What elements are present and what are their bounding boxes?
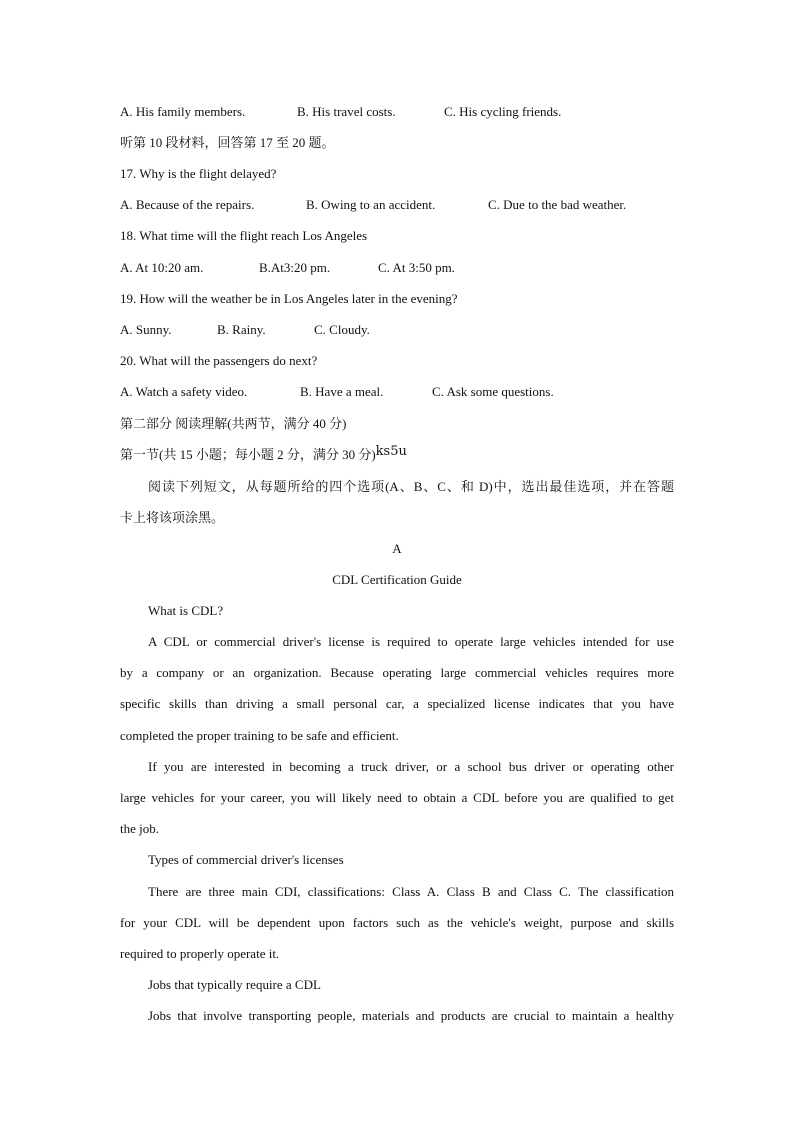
paragraph-line: completed the proper training to be safe and efficient. [120,728,399,743]
passage-title: CDL Certification Guide [332,572,462,587]
q17-option-b[interactable]: B. Owing to an accident. [306,197,436,212]
q20-option-b[interactable]: B. Have a meal. [300,384,384,399]
paragraph-line: A CDL or commercial driver's license is required to operate large vehicles intended for use [148,634,674,649]
q18-option-c[interactable]: C. At 3:50 pm. [378,260,455,275]
watermark-text: ks5u [375,444,407,459]
section-heading [120,444,407,464]
part-heading: 第二部分 阅读理解(共两节，满分 40 分) [120,416,347,431]
section-instruction: 听第 10 段材料，回答第 17 至 20 题。 [120,135,335,150]
paragraph-line: for your CDL will be dependent upon factors such as the vehicle's weight, purpose and skills [120,915,674,930]
paragraph-line: by a company or an organization. Because operating large commercial vehicles requires more [120,665,674,680]
paragraph-line: If you are interested in becoming a truck driver, or a school bus driver or operating other [148,759,674,774]
q18-option-a[interactable]: A. At 10:20 am. [120,260,204,275]
paragraph-line: large vehicles for your career, you will likely need to obtain a CDL before you are qualified to get [120,790,674,805]
q18-option-b[interactable]: B.At3:20 pm. [259,260,331,275]
question-stem: 20. What will the passengers do next? [120,353,318,368]
q16-option-b[interactable]: B. His travel costs. [297,104,396,119]
q20-option-a[interactable]: A. Watch a safety video. [120,384,248,399]
subheading: Types of commercial driver's licenses [148,852,344,867]
instruction-line: 卡上将该项涂黑。 [120,510,225,525]
paragraph-line: Jobs that involve transporting people, materials and products are crucial to maintain a healthy [148,1008,674,1023]
paragraph-line: specific skills than driving a small personal car, a specialized license indicates that you have [120,696,674,711]
subheading: What is CDL? [148,603,224,618]
passage-letter: A [392,541,402,556]
q16-option-c[interactable]: C. His cycling friends. [444,104,562,119]
question-stem: 17. Why is the flight delayed? [120,166,277,181]
q20-option-c[interactable]: C. Ask some questions. [432,384,554,399]
instruction-line: 阅读下列短文，从每题所给的四个选项(A、B、C、和 D)中，选出最佳选项，并在答题 [148,479,674,494]
q17-option-a[interactable]: A. Because of the repairs. [120,197,255,212]
question-stem: 19. How will the weather be in Los Angeles later in the evening? [120,291,458,306]
q19-option-a[interactable]: A. Sunny. [120,322,172,337]
q16-option-a[interactable]: A. His family members. [120,104,246,119]
question-stem: 18. What time will the flight reach Los Angeles [120,228,368,243]
q19-option-c[interactable]: C. Cloudy. [314,322,370,337]
q17-option-c[interactable]: C. Due to the bad weather. [488,197,627,212]
section-heading-text: 第一节(共 15 小题；每小题 2 分，满分 30 分) [120,447,376,462]
paragraph-line: the job. [120,821,159,836]
paragraph-line: There are three main CDI, classifications: Class A. Class B and Class C. The classification [148,884,674,899]
subheading: Jobs that typically require a CDL [148,977,321,992]
q19-option-b[interactable]: B. Rainy. [217,322,266,337]
paragraph-line: required to properly operate it. [120,946,280,961]
